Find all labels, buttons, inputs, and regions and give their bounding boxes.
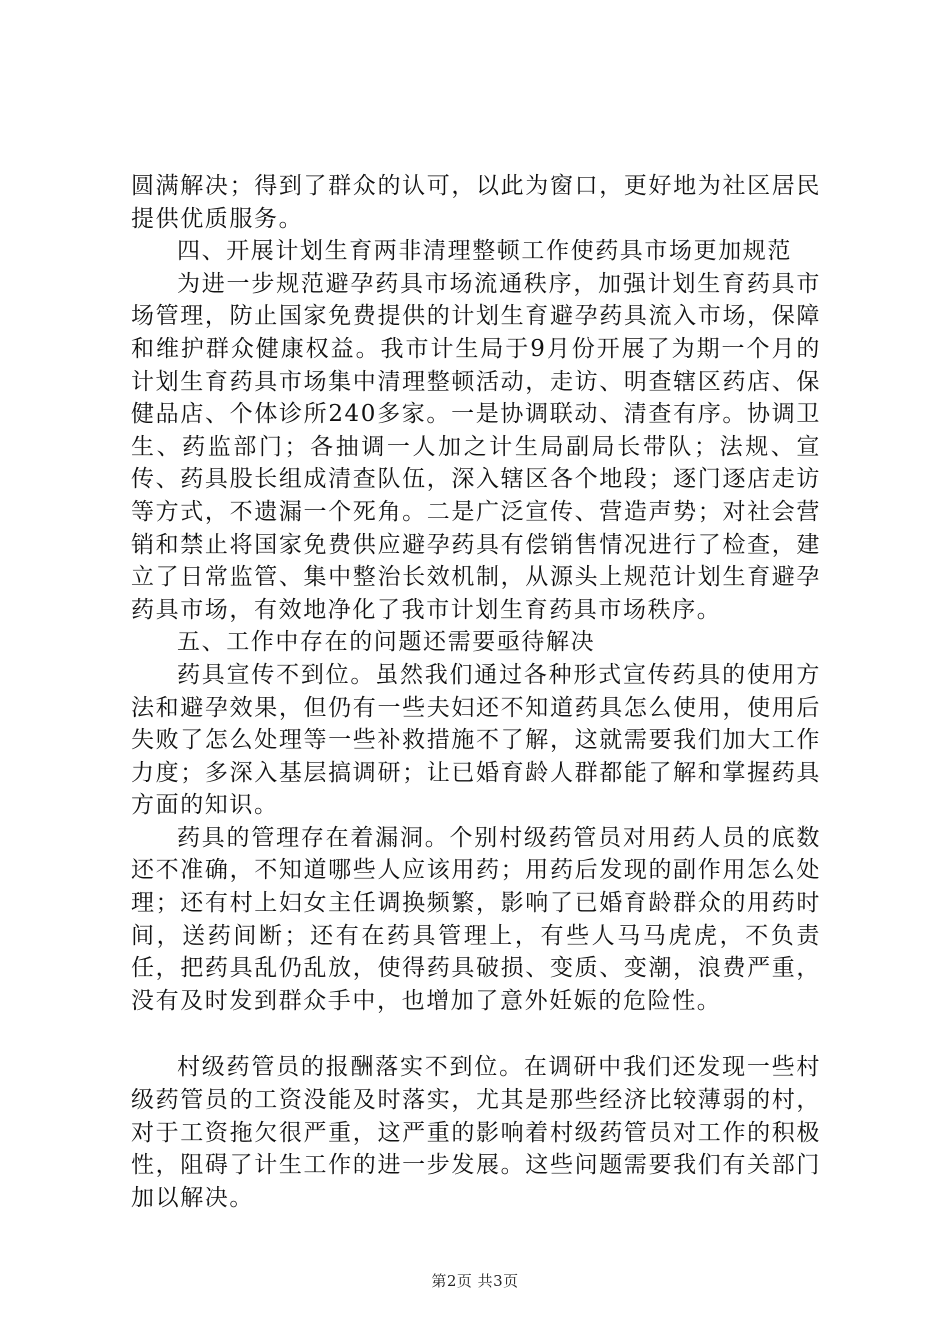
document-body [131,170,821,1214]
paragraph-publicity-issue: 药具宣传不到位。虽然我们通过各种形式宣传药具的使用方法和避孕效果，但仍有一些夫妇还不知道药具怎么使用，使用后失败了怎么处理等一些补救措施不了解，这就需要我们加大工作力度；多深入基层搞调研；让已婚育龄人群都能了解和掌握药具方面的知识。 [131,661,821,819]
paragraph-market-cleanup: 为进一步规范避孕药具市场流通秩序，加强计划生育药具市场管理，防止国家免费提供的计划生育避孕药具流入市场，保障和维护群众健康权益。我市计生局于9月份开展了为期一个月的计划生育药具市场集中清理整顿活动，走访、明查辖区药店、保健品店、个体诊所240多家。一是协调联动、清查有序。协调卫生、药监部门；各抽调一人加之计生局副局长带队；法规、宣传、药具股长组成清查队伍，深入辖区各个地段；逐门逐店走访等方式，不遗漏一个死角。二是广泛宣传、营造声势；对社会营销和禁止将国家免费供应避孕药具有偿销售情况进行了检查，建立了日常监管、集中整治长效机制，从源头上规范计划生育避孕药具市场，有效地净化了我市计划生育药具市场秩序。 [131,270,821,623]
paragraph-compensation-issue: 村级药管员的报酬落实不到位。在调研中我们还发现一些村级药管员的工资没能及时落实，尤其是那些经济比较薄弱的村，对于工资拖欠很严重，这严重的影响着村级药管员对工作的积极性，阻碍了计生工作的进一步发展。这些问题需要我们有关部门加以解决。 [131,1054,821,1211]
paragraph-management-issue: 药具的管理存在着漏洞。个别村级药管员对用药人员的底数还不准确，不知道哪些人应该用药；用药后发现的副作用怎么处理；还有村上妇女主任调换频繁，影响了已婚育龄群众的用药时间，送药间断；还有在药具管理上，有些人马马虎虎，不负责任，把药具乱仍乱放，使得药具破损、变质、变潮，浪费严重，没有及时发到群众手中，也增加了意外妊娠的危险性。 [131,824,821,1014]
paragraph-continuation: 圆满解决；得到了群众的认可，以此为窗口，更好地为社区居民提供优质服务。 [131,173,821,232]
section-heading-five: 五、工作中存在的问题还需要亟待解决 [177,629,596,656]
page-footer: 第2页 共3页 [431,1272,519,1290]
section-heading-four: 四、开展计划生育两非清理整顿工作使药具市场更加规范 [177,238,792,265]
